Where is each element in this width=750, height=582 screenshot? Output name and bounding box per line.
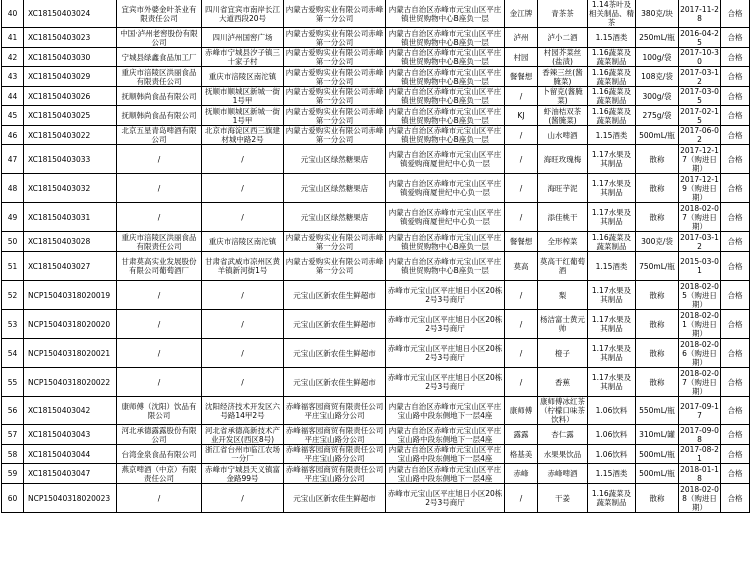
- cell-production-date: 2018-02-06（购进日期）: [680, 339, 719, 367]
- cell-seller-address: 内蒙古自治区赤峰市元宝山区平庄镇世贸购物中心B座负一层: [386, 0, 505, 28]
- cell-brand: 露露: [505, 425, 538, 445]
- cell-seller-name: 赤峰福客园商贸有限责任公司平庄宝山路分公司: [284, 445, 386, 464]
- cell-product-name: 莫高干红葡萄酒: [538, 252, 588, 281]
- cell-production-date: 2017-03-12: [680, 232, 719, 251]
- cell-food-category: 1.14茶叶及相关制品、精茶: [589, 0, 634, 27]
- cell-seller-name: 内蒙古爱购实业有限公司赤峰第一分公司: [284, 0, 386, 28]
- cell-sample-code: XC18150403031: [24, 203, 117, 232]
- cell-production-date: 2018-02-01（购进日期）: [680, 310, 719, 338]
- cell-brand: /: [505, 145, 538, 174]
- cell-food-category: 1.17水果及其制品: [588, 174, 636, 203]
- cell-producer-name: /: [117, 145, 202, 174]
- cell-production-date: 2018-02-07（购进日期）: [680, 368, 719, 396]
- cell-food-category: 1.17水果及其制品: [588, 310, 636, 339]
- cell-brand: /: [505, 339, 538, 368]
- cell-producer-address: /: [202, 484, 284, 513]
- cell-product-name: 添佳桃干: [538, 203, 588, 232]
- cell-row-number: 46: [2, 126, 24, 145]
- cell-producer-name: 中国·泸州老窖股份有限公司: [117, 28, 202, 48]
- cell-result: 合格: [721, 252, 750, 281]
- cell-food-category: 1.17水果及其制品: [588, 339, 636, 368]
- cell-brand: /: [505, 310, 538, 339]
- cell-producer-name: 抚顺韩尚食品有限公司: [117, 87, 202, 106]
- cell-sample-code: XC18150403023: [24, 28, 117, 48]
- cell-seller-name: 内蒙古爱购实业有限公司赤峰第一分公司: [284, 126, 386, 145]
- cell-producer-address: 赤峰市宁城县汐子镇三十家子村: [202, 48, 284, 67]
- cell-seller-name: 元宝山区绿然糖果店: [284, 174, 386, 203]
- cell-product-name: 杏仁露: [538, 425, 588, 445]
- cell-producer-address: 抚顺市顺城区新城一街1号甲: [202, 106, 284, 126]
- cell-production-date: 2016-04-25: [680, 28, 719, 47]
- cell-producer-address: 重庆市涪陵区南沱镇: [202, 232, 284, 252]
- cell-producer-address: 赤峰市宁城县天义镇富金路99号: [202, 464, 284, 484]
- cell-result: 合格: [721, 174, 750, 203]
- cell-result: 合格: [721, 281, 750, 310]
- cell-specification: 108克/袋: [636, 67, 679, 87]
- cell-brand: 金江牌: [505, 0, 538, 28]
- cell-seller-name: 内蒙古爱购实业有限公司赤峰第一分公司: [284, 232, 386, 252]
- cell-producer-name: 重庆市涪陵区洪丽食品有限责任公司: [117, 67, 202, 87]
- cell-production-date: 2017-11-28: [679, 0, 721, 28]
- cell-food-category: 1.16蔬菜及蔬菜制品: [588, 106, 636, 126]
- cell-producer-address: 沈阳经济技术开发区六号路14甲2号: [202, 397, 284, 425]
- cell-producer-name: /: [117, 203, 202, 232]
- cell-production-date: 2017-03-12: [680, 67, 719, 86]
- cell-seller-address: 内蒙古自治区赤峰市元宝山区平庄镇世贸购物中心B座负一层: [386, 126, 505, 145]
- cell-food-category: 1.15酒类: [588, 28, 636, 48]
- cell-specification: 500mL/瓶: [636, 445, 679, 464]
- cell-seller-address: 内蒙古自治区赤峰市元宝山区平庄镇世贸购物中心B座负一层: [386, 67, 505, 87]
- cell-seller-address: 内蒙古自治区赤峰市元宝山区平庄宝山路中段东侧地下一层4座: [386, 425, 505, 445]
- cell-row-number: 40: [2, 0, 24, 28]
- cell-brand: 餐餐想: [505, 232, 538, 252]
- cell-seller-address: 内蒙古自治区赤峰市元宝山区平庄镇世贸购物中心B座负一层: [386, 252, 505, 281]
- cell-sample-code: XC18150403029: [24, 67, 117, 87]
- cell-producer-address: /: [202, 368, 284, 397]
- cell-production-date: 2018-02-08（购进日期）: [680, 484, 719, 512]
- cell-sample-code: XC18150403047: [24, 464, 117, 484]
- cell-row-number: 48: [2, 174, 24, 203]
- cell-row-number: 57: [2, 425, 24, 445]
- table-row: [2, 48, 750, 67]
- cell-food-category: 1.06饮料: [588, 425, 636, 445]
- cell-producer-name: /: [117, 368, 202, 397]
- cell-product-name: 杨洁富士黄元帅: [538, 310, 588, 339]
- cell-sample-code: NCP15040318020023: [24, 484, 117, 513]
- table-row: [2, 0, 750, 28]
- cell-producer-address: 四川泸州国窖广场: [202, 28, 284, 48]
- cell-row-number: 47: [2, 145, 24, 174]
- cell-result: 合格: [721, 445, 750, 464]
- cell-producer-address: /: [202, 203, 284, 232]
- cell-production-date: 2017-03-05: [680, 87, 719, 105]
- cell-food-category: 1.16蔬菜及蔬菜制品: [588, 87, 636, 106]
- cell-brand: /: [505, 87, 538, 106]
- cell-brand: /: [505, 368, 538, 397]
- cell-sample-code: XC18150403042: [24, 397, 117, 425]
- cell-seller-name: 元宝山区新农佳生鲜超市: [284, 368, 386, 397]
- cell-seller-name: 元宝山区绿然糖果店: [284, 203, 386, 232]
- cell-sample-code: XC18150403027: [24, 252, 117, 281]
- cell-result: 合格: [721, 87, 750, 106]
- cell-seller-name: 元宝山区新农佳生鲜超市: [284, 484, 386, 513]
- table-row: [2, 368, 750, 397]
- cell-producer-address: /: [202, 174, 284, 203]
- cell-result: 合格: [721, 0, 750, 28]
- cell-result: 合格: [721, 67, 750, 87]
- cell-specification: 散称: [636, 203, 679, 232]
- cell-sample-code: XC18150403024: [24, 0, 117, 28]
- cell-seller-address: 内蒙古自治区赤峰市元宝山区平庄镇爱购商厦世纪中心负一层: [386, 203, 505, 232]
- cell-sample-code: XC18150403025: [24, 106, 117, 126]
- cell-brand: KJ: [505, 106, 538, 126]
- cell-row-number: 41: [2, 28, 24, 48]
- cell-producer-name: 甘肃莫高实业发展股份有限公司葡萄酒厂: [117, 252, 202, 281]
- cell-producer-address: 河北省承德高新技术产业开发区(西区8号): [202, 425, 284, 445]
- cell-producer-name: 宁城县绿鑫食品加工厂: [117, 48, 202, 67]
- cell-row-number: 60: [2, 484, 24, 513]
- cell-sample-code: NCP15040318020021: [24, 339, 117, 368]
- cell-producer-address: 抚顺市顺城区新城一街1号甲: [202, 87, 284, 106]
- cell-product-name: 海旺玫瑰梅: [538, 145, 588, 174]
- table-row: [2, 203, 750, 232]
- cell-production-date: 2015-03-01: [679, 252, 721, 281]
- cell-food-category: 1.17水果及其制品: [588, 281, 636, 310]
- cell-producer-name: 抚顺韩尚食品有限公司: [117, 106, 202, 126]
- cell-seller-name: 元宝山区新农佳生鲜超市: [284, 310, 386, 339]
- cell-result: 合格: [721, 145, 750, 174]
- cell-seller-address: 赤峰市元宝山区平庄旭日小区20栋2号3号商厅: [386, 281, 505, 310]
- cell-specification: 散称: [636, 484, 679, 513]
- cell-sample-code: NCP15040318020020: [24, 310, 117, 339]
- cell-production-date: 2018-02-07（购进日期）: [680, 203, 719, 231]
- cell-producer-name: 燕京啤酒（中京）有限责任公司: [117, 464, 202, 484]
- cell-product-name: 全形榨菜: [538, 232, 588, 252]
- cell-sample-code: NCP15040318020019: [24, 281, 117, 310]
- cell-seller-address: 赤峰市元宝山区平庄旭日小区20栋2号3号商厅: [386, 339, 505, 368]
- cell-product-name: 橙子: [538, 339, 588, 368]
- cell-result: 合格: [721, 397, 750, 425]
- cell-seller-name: 内蒙古爱购实业有限公司赤峰第一分公司: [284, 28, 386, 48]
- cell-sample-code: XC18150403043: [24, 425, 117, 445]
- cell-production-date: 2017-06-02: [680, 126, 719, 144]
- cell-production-date: 2017-12-17（购进日期）: [680, 145, 719, 173]
- cell-seller-name: 元宝山区绿然糖果店: [284, 145, 386, 174]
- cell-specification: 310mL/罐: [636, 425, 679, 445]
- cell-brand: /: [505, 203, 538, 232]
- cell-seller-address: 内蒙古自治区赤峰市元宝山区平庄镇世贸购物中心B座负一层: [386, 232, 505, 252]
- table-row: [2, 445, 750, 464]
- cell-product-name: 村园芥菜丝(盐渍): [538, 48, 588, 67]
- cell-row-number: 59: [2, 464, 24, 484]
- cell-producer-address: /: [202, 339, 284, 368]
- cell-row-number: 54: [2, 339, 24, 368]
- cell-result: 合格: [721, 48, 750, 67]
- cell-seller-address: 内蒙古自治区赤峰市元宝山区平庄宝山路中段东侧地下一层4座: [386, 445, 505, 464]
- table-row: [2, 252, 750, 281]
- cell-brand: /: [505, 484, 538, 513]
- cell-producer-name: /: [117, 484, 202, 513]
- cell-specification: 散称: [636, 145, 679, 174]
- table-row: [2, 484, 750, 513]
- cell-row-number: 43: [2, 67, 24, 87]
- cell-producer-name: /: [117, 174, 202, 203]
- cell-row-number: 56: [2, 397, 24, 425]
- table-row: [2, 339, 750, 368]
- cell-seller-name: 元宝山区新农佳生鲜超市: [284, 339, 386, 368]
- cell-row-number: 42: [2, 48, 24, 67]
- cell-specification: 250mL/瓶: [636, 28, 679, 48]
- cell-product-name: 干姜: [538, 484, 588, 513]
- cell-sample-code: XC18150403033: [24, 145, 117, 174]
- cell-producer-name: 台湾金泉食品有限公司: [117, 445, 202, 464]
- table-row: [2, 232, 750, 252]
- cell-seller-address: 赤峰市元宝山区平庄旭日小区20栋2号3号商厅: [386, 484, 505, 513]
- cell-production-date: 2017-12-19（购进日期）: [680, 174, 719, 202]
- cell-result: 合格: [721, 464, 750, 484]
- cell-food-category: 1.17水果及其制品: [588, 145, 636, 174]
- cell-brand: /: [505, 174, 538, 203]
- cell-producer-address: /: [202, 281, 284, 310]
- cell-specification: 275g/袋: [636, 106, 679, 126]
- cell-seller-address: 内蒙古自治区赤峰市元宝山区平庄镇爱购商厦世纪中心负一层: [386, 174, 505, 203]
- cell-food-category: 1.15酒类: [588, 464, 636, 484]
- cell-production-date: 2017-02-15: [680, 106, 719, 125]
- cell-specification: 散称: [636, 174, 679, 203]
- cell-specification: 750mL/瓶: [636, 252, 679, 281]
- cell-sample-code: XC18150403044: [24, 445, 117, 464]
- cell-food-category: 1.15酒类: [588, 252, 636, 281]
- cell-row-number: 53: [2, 310, 24, 339]
- cell-specification: 散称: [636, 310, 679, 339]
- cell-producer-name: /: [117, 281, 202, 310]
- cell-producer-name: 北京五星青岛啤酒有限公司: [117, 126, 202, 145]
- cell-result: 合格: [721, 232, 750, 252]
- cell-food-category: 1.17水果及其制品: [588, 368, 636, 397]
- cell-food-category: 1.16蔬菜及蔬菜制品: [588, 67, 636, 87]
- table-row: [2, 174, 750, 203]
- cell-seller-address: 内蒙古自治区赤峰市元宝山区平庄镇世贸购物中心B座负一层: [386, 48, 505, 67]
- cell-seller-name: 内蒙古爱购实业有限公司赤峰第一分公司: [284, 87, 386, 106]
- cell-seller-name: 内蒙古爱购实业有限公司赤峰第一分公司: [284, 67, 386, 87]
- cell-seller-name: 赤峰福客园商贸有限责任公司平庄宝山路分公司: [284, 397, 386, 425]
- cell-row-number: 58: [2, 445, 24, 464]
- cell-brand: 村园: [505, 48, 538, 67]
- cell-brand: 赤峰: [505, 464, 538, 484]
- table-row: [2, 28, 750, 48]
- cell-producer-address: 浙江省台州市临江农场一分厂: [202, 445, 284, 464]
- cell-food-category: 1.17水果及其制品: [588, 203, 636, 232]
- cell-producer-name: 河北承德露露股份有限公司: [117, 425, 202, 445]
- cell-specification: 380克/块: [636, 0, 679, 28]
- cell-producer-name: 重庆市涪陵区洪丽食品有限责任公司: [117, 232, 202, 252]
- cell-product-name: 山水啤酒: [538, 126, 588, 145]
- cell-seller-name: 内蒙古爱购实业有限公司赤峰第一分公司: [284, 48, 386, 67]
- cell-specification: 300g/袋: [636, 87, 679, 106]
- cell-production-date: 2017-09-17: [679, 397, 721, 425]
- cell-producer-address: 四川省宜宾市南岸长江大道西段20号: [202, 0, 284, 28]
- cell-seller-address: 内蒙古自治区赤峰市元宝山区平庄镇世贸购物中心B座负一层: [386, 28, 505, 48]
- cell-result: 合格: [721, 368, 750, 397]
- cell-seller-address: 内蒙古自治区赤峰市元宝山区平庄镇世贸购物中心B座负一层: [386, 106, 505, 126]
- cell-product-name: 卜留克(酱腌菜): [538, 87, 588, 106]
- table-row: [2, 126, 750, 145]
- cell-product-name: 赤峰啤酒: [538, 464, 588, 484]
- cell-product-name: 海旺芋泥: [538, 174, 588, 203]
- cell-producer-address: 北京市海淀区西三旗建材城中路2号: [202, 126, 284, 145]
- cell-sample-code: XC18150403030: [24, 48, 117, 67]
- cell-producer-name: /: [117, 339, 202, 368]
- cell-specification: 500mL/瓶: [636, 464, 679, 484]
- cell-producer-address: /: [202, 310, 284, 339]
- cell-specification: 散称: [636, 339, 679, 368]
- cell-result: 合格: [721, 339, 750, 368]
- cell-seller-name: 内蒙古爱购实业有限公司赤峰第一分公司: [284, 252, 386, 281]
- cell-row-number: 49: [2, 203, 24, 232]
- cell-result: 合格: [721, 126, 750, 145]
- table-row: [2, 106, 750, 126]
- cell-production-date: 2017-10-30: [680, 48, 719, 66]
- cell-brand: 格基美: [505, 445, 538, 464]
- cell-production-date: 2018-02-05（购进日期）: [680, 281, 719, 309]
- cell-brand: 泸州: [505, 28, 538, 48]
- cell-product-name: 梨: [538, 281, 588, 310]
- cell-seller-name: 赤峰福客园商贸有限责任公司平庄宝山路分公司: [284, 464, 386, 484]
- cell-production-date: 2017-08-21: [680, 445, 719, 463]
- cell-product-name: 香蕉: [538, 368, 588, 397]
- cell-producer-name: 宜宾市外婆金叶茶业有限责任公司: [117, 0, 202, 28]
- cell-specification: 散称: [636, 281, 679, 310]
- cell-production-date: 2018-01-18: [680, 464, 719, 483]
- table-row: [2, 87, 750, 106]
- cell-row-number: 44: [2, 87, 24, 106]
- cell-sample-code: NCP15040318020022: [24, 368, 117, 397]
- cell-producer-address: 重庆市涪陵区南沱镇: [202, 67, 284, 87]
- cell-seller-address: 内蒙古自治区赤峰市元宝山区平庄镇世贸购物中心B座负一层: [386, 87, 505, 106]
- cell-result: 合格: [721, 310, 750, 339]
- cell-brand: /: [505, 126, 538, 145]
- cell-result: 合格: [721, 106, 750, 126]
- cell-specification: 300克/袋: [636, 232, 679, 252]
- cell-product-name: 水果果饮品: [538, 445, 588, 464]
- inspection-results-table: [1, 0, 750, 513]
- cell-sample-code: XC18150403026: [24, 87, 117, 106]
- cell-seller-name: 元宝山区新农佳生鲜超市: [284, 281, 386, 310]
- cell-seller-address: 赤峰市元宝山区平庄旭日小区20栋2号3号商厅: [386, 368, 505, 397]
- cell-production-date: 2017-09-08: [680, 425, 719, 444]
- cell-product-name: 泸小二酒: [538, 28, 588, 48]
- table-row: [2, 425, 750, 445]
- cell-food-category: 1.16蔬菜及蔬菜制品: [588, 484, 636, 513]
- cell-seller-address: 内蒙古自治区赤峰市元宝山区平庄宝山路中段东侧地下一层4座: [386, 464, 505, 484]
- cell-result: 合格: [721, 203, 750, 232]
- cell-row-number: 55: [2, 368, 24, 397]
- cell-product-name: 青茶茶: [538, 0, 588, 28]
- cell-row-number: 45: [2, 106, 24, 126]
- cell-food-category: 1.15酒类: [588, 126, 636, 145]
- cell-row-number: 52: [2, 281, 24, 310]
- cell-sample-code: XC18150403032: [24, 174, 117, 203]
- cell-brand: /: [505, 281, 538, 310]
- cell-seller-address: 内蒙古自治区赤峰市元宝山区平庄宝山路中段东侧地下一层4座: [386, 397, 505, 425]
- cell-specification: 100g/袋: [636, 48, 679, 67]
- table-row: [2, 145, 750, 174]
- cell-result: 合格: [721, 28, 750, 48]
- cell-specification: 500mL/瓶: [636, 126, 679, 145]
- cell-producer-name: /: [117, 310, 202, 339]
- cell-seller-address: 赤峰市元宝山区平庄旭日小区20栋2号3号商厅: [386, 310, 505, 339]
- cell-specification: 散称: [636, 368, 679, 397]
- table-row: [2, 67, 750, 87]
- table-row: [2, 310, 750, 339]
- cell-food-category: 1.16蔬菜及蔬菜制品: [588, 232, 636, 252]
- cell-result: 合格: [721, 425, 750, 445]
- cell-brand: 餐餐想: [505, 67, 538, 87]
- cell-producer-address: /: [202, 145, 284, 174]
- cell-row-number: 50: [2, 232, 24, 252]
- cell-sample-code: XC18150403022: [24, 126, 117, 145]
- cell-product-name: 虾油桔双茶(酱腌菜): [538, 106, 588, 126]
- cell-seller-address: 内蒙古自治区赤峰市元宝山区平庄镇爱购商厦世纪中心负一层: [386, 145, 505, 174]
- cell-specification: 550mL/瓶: [636, 397, 679, 425]
- cell-producer-address: 甘肃省武威市凉州区黄羊镇新河街1号: [202, 252, 284, 281]
- table-row: [2, 397, 750, 425]
- cell-product-name: 康师傅冰红茶（柠檬口味茶饮料）: [538, 397, 588, 425]
- cell-seller-name: 赤峰福客园商贸有限责任公司平庄宝山路分公司: [284, 425, 386, 445]
- cell-food-category: 1.16蔬菜及蔬菜制品: [588, 48, 636, 67]
- cell-food-category: 1.06饮料: [588, 445, 636, 464]
- cell-brand: 莫高: [505, 252, 538, 281]
- cell-result: 合格: [721, 484, 750, 513]
- cell-producer-name: 康师傅（沈阳）饮品有限公司: [117, 397, 202, 425]
- cell-food-category: 1.06饮料: [588, 397, 636, 425]
- table-row: [2, 281, 750, 310]
- table-row: [2, 464, 750, 484]
- cell-brand: 康师傅: [505, 397, 538, 425]
- cell-sample-code: XC18150403028: [24, 232, 117, 252]
- cell-product-name: 香辣三丝(酱腌菜): [538, 67, 588, 87]
- cell-row-number: 51: [2, 252, 24, 281]
- cell-seller-name: 内蒙古爱购实业有限公司赤峰第一分公司: [284, 106, 386, 126]
